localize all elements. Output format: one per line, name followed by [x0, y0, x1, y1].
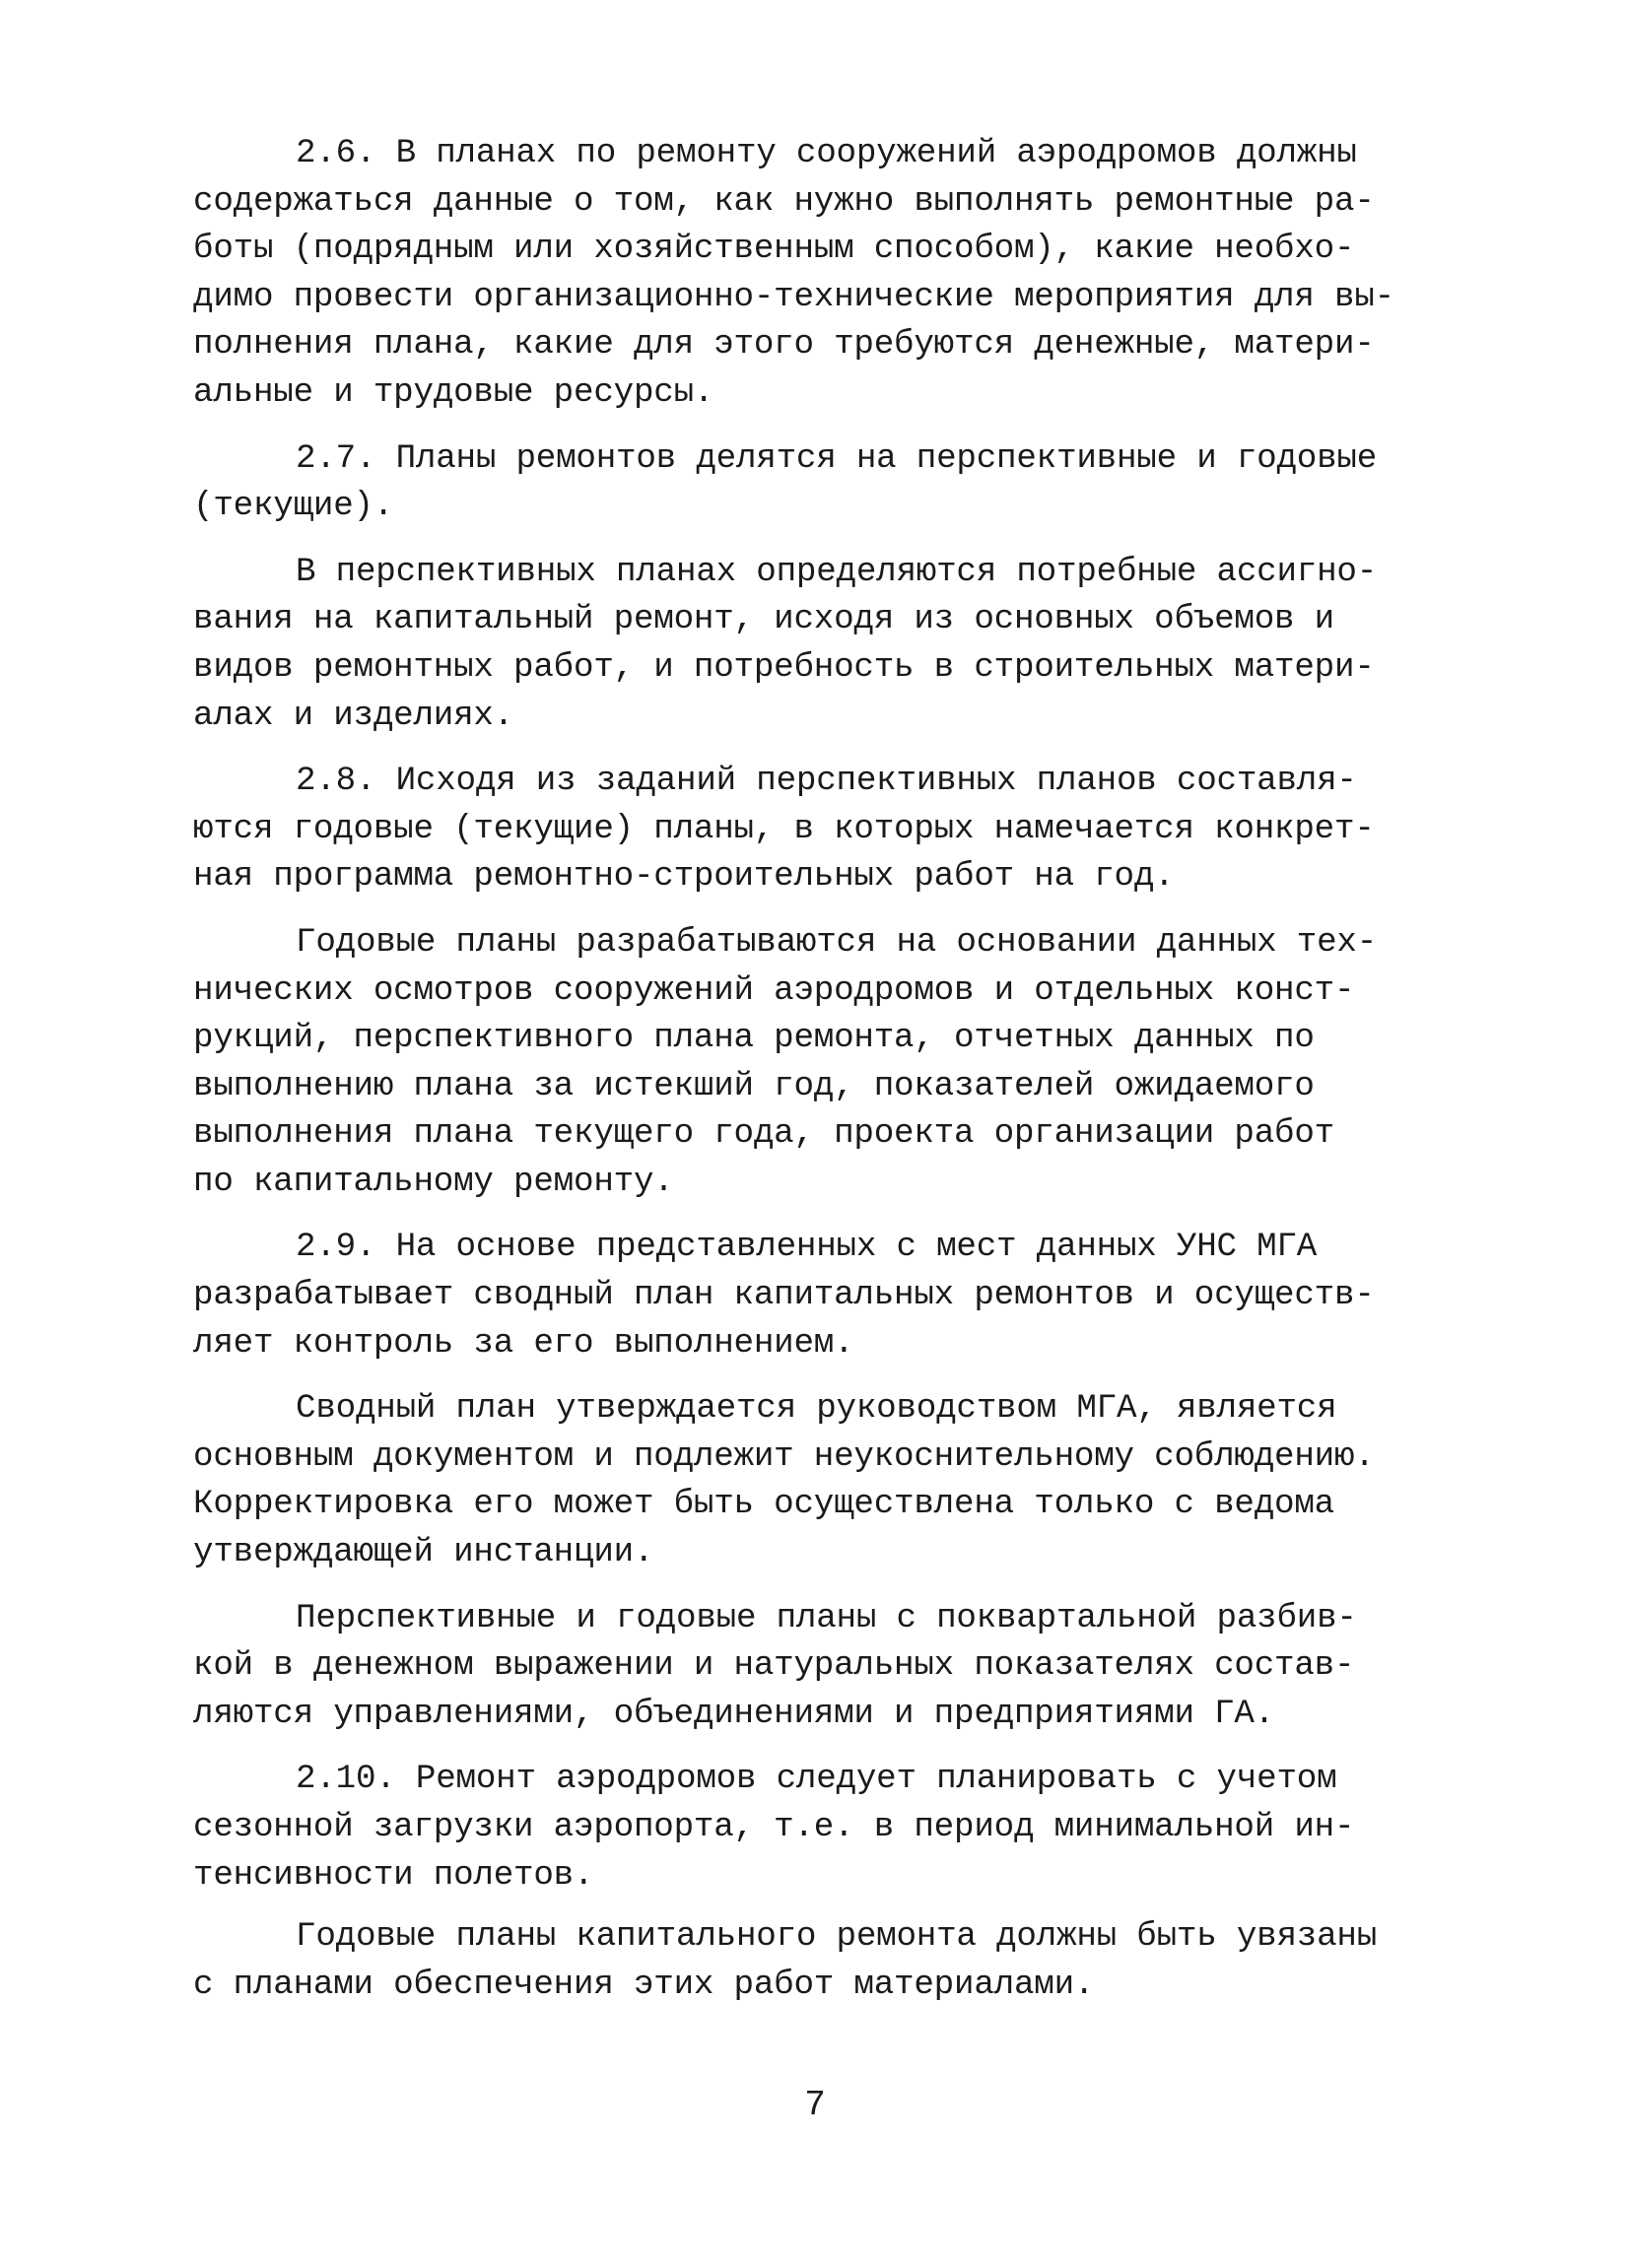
text-line: Сводный план утверждается руководством МГА, является — [296, 1390, 1337, 1429]
text-line: алах и изделиях. — [193, 697, 514, 735]
document-body — [193, 130, 1429, 2009]
paragraph-2-10-materials — [193, 1913, 1429, 2009]
text-line: содержаться данные о том, как нужно выполнять ремонтные ра- — [193, 182, 1375, 221]
text-line: Годовые планы разрабатываются на основании данных тех- — [296, 923, 1378, 962]
text-line: ляются управлениями, объединениями и предприятиями ГА. — [193, 1695, 1275, 1733]
text-line: 2.7. Планы ремонтов делятся на перспективные и годовые — [296, 439, 1378, 478]
text-line: ются годовые (текущие) планы, в которых намечается конкрет- — [193, 810, 1375, 848]
text-line: 2.9. На основе представленных с мест данных УНС МГА — [296, 1229, 1318, 1267]
paragraph-2-9 — [193, 1224, 1429, 1367]
text-line: Корректировка его может быть осуществлена только с ведома — [193, 1486, 1335, 1524]
text-line: разрабатывает сводный план капитальных ремонтов и осуществ- — [193, 1277, 1375, 1315]
text-line: 2.8. Исходя из заданий перспективных планов составля- — [296, 763, 1357, 801]
text-line: видов ремонтных работ, и потребность в строительных матери- — [193, 648, 1375, 687]
text-line: В перспективных планах определяются потребные ассигно- — [296, 553, 1378, 591]
text-line: сезонной загрузки аэропорта, т.е. в период минимальной ин- — [193, 1809, 1355, 1846]
paragraph-2-9-consolidated-plan — [193, 1385, 1429, 1576]
paragraph-2-8-annual-plans — [193, 919, 1429, 1207]
text-line: тенсивности полетов. — [193, 1856, 594, 1895]
paragraph-2-10 — [193, 1756, 1429, 1900]
paragraph-2-6 — [193, 130, 1429, 418]
text-line: 2.10. Ремонт аэродромов следует планировать с учетом — [296, 1761, 1337, 1799]
text-line: Перспективные и годовые планы с поквартальной разбив- — [296, 1599, 1357, 1637]
page-number: 7 — [804, 2085, 826, 2125]
text-line: выполнения плана текущего года, проекта организации работ — [193, 1115, 1335, 1154]
text-line: по капитальному ремонту. — [193, 1163, 674, 1201]
paragraph-2-7-perspective — [193, 549, 1429, 740]
text-line: полнения плана, какие для этого требуются денежные, матери- — [193, 326, 1375, 365]
text-line: альные и трудовые ресурсы. — [193, 373, 714, 412]
text-line: (текущие). — [193, 488, 394, 526]
text-line: ляет контроль за его выполнением. — [193, 1324, 854, 1363]
text-line: вания на капитальный ремонт, исходя из основных объемов и — [193, 601, 1335, 639]
text-line: с планами обеспечения этих работ материалами. — [193, 1966, 1095, 2004]
text-line: утверждающей инстанции. — [193, 1534, 654, 1572]
text-line: рукций, перспективного плана ремонта, отчетных данных по — [193, 1020, 1315, 1058]
text-line: кой в денежном выражении и натуральных показателях состав- — [193, 1647, 1355, 1686]
text-line: димо провести организационно-технические мероприятия для вы- — [193, 278, 1394, 316]
text-line: ная программа ремонтно-строительных работ на год. — [193, 858, 1175, 897]
text-line: боты (подрядным или хозяйственным способом), какие необхо- — [193, 231, 1355, 269]
paragraph-2-7 — [193, 435, 1429, 531]
text-line: Годовые планы капитального ремонта должны быть увязаны — [296, 1918, 1378, 1957]
text-line: 2.6. В планах по ремонту сооружений аэродромов должны — [296, 135, 1357, 172]
text-line: основным документом и подлежит неукоснительному соблюдению. — [193, 1437, 1375, 1476]
paragraph-2-8 — [193, 758, 1429, 901]
paragraph-2-9-quarterly — [193, 1595, 1429, 1739]
text-line: нических осмотров сооружений аэродромов и отдельных конст- — [193, 971, 1355, 1010]
text-line: выполнению плана за истекший год, показателей ожидаемого — [193, 1067, 1315, 1105]
